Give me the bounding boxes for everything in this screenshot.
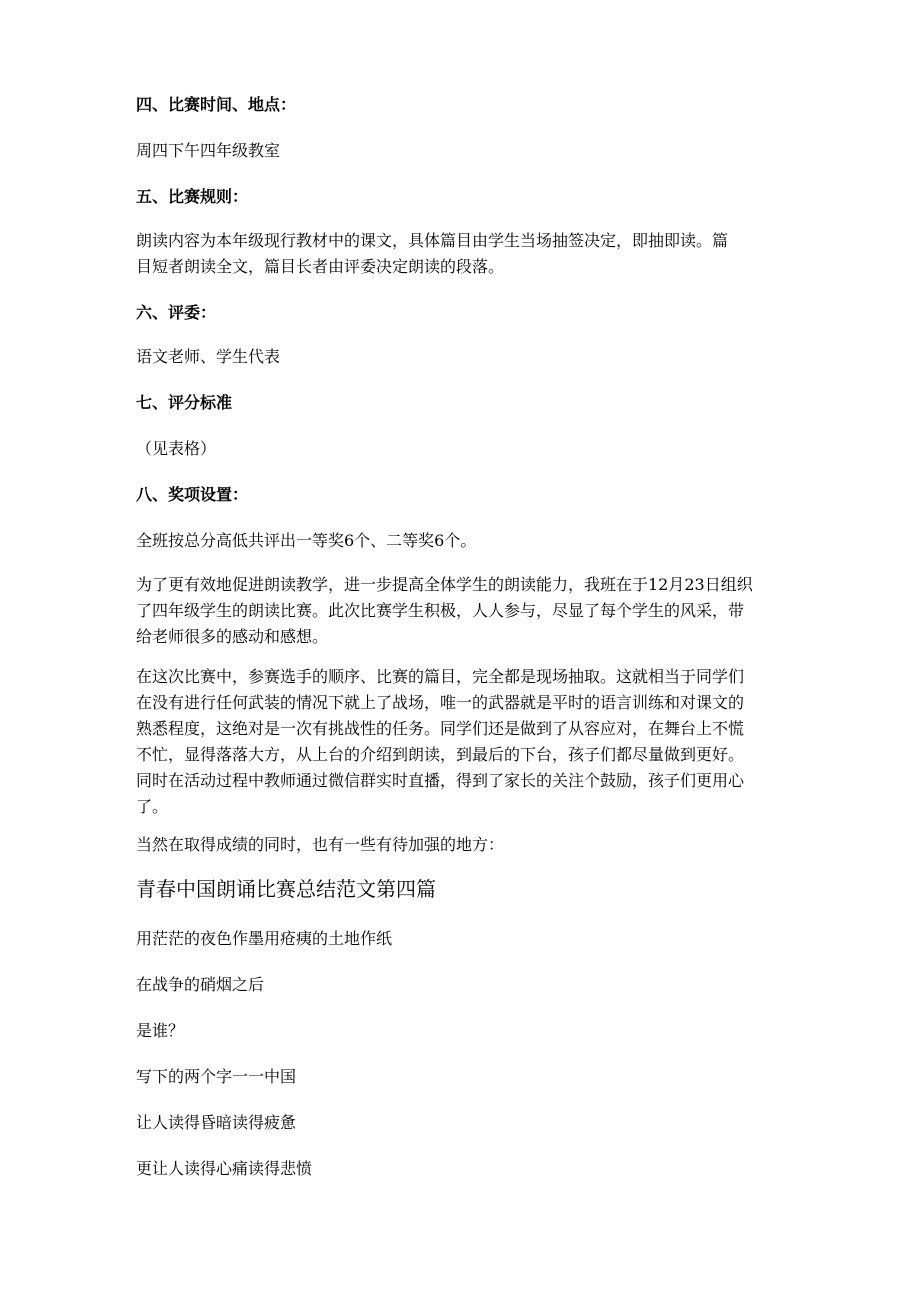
summary-2-line-4: 不忙，显得落落大方，从上台的介绍到朗读，到最后的下台，孩子们都尽量做到更好。 [136, 745, 745, 764]
summary-paragraph-2 [136, 664, 781, 820]
time-location-text: 周四下午四年级教室 [136, 141, 281, 160]
summary-1-line-3: 给老师很多的感动和感想。 [136, 627, 329, 646]
summary-2-line-2: 在没有进行任何武装的情况下就上了战场，唯一的武器就是平时的语言训练和对课文的 [136, 693, 745, 712]
awards-text: 全班按总分高低共评出一等奖6个、二等奖6个。 [136, 531, 477, 550]
rules-paragraph [136, 228, 781, 280]
poem-line: 让人读得昏暗读得疲惫 [136, 1113, 297, 1132]
poem-line: 写下的两个字一一中国 [136, 1067, 297, 1086]
poem-line: 是谁？ [136, 1021, 185, 1040]
section-title: 青春中国朗诵比赛总结范文第四篇 [136, 877, 436, 901]
summary-1-line-2: 了四年级学生的朗读比赛。此次比赛学生积极，人人参与，尽显了每个学生的风采，带 [136, 601, 745, 620]
rules-line-2: 目短者朗读全文，篇目长者由评委决定朗读的段落。 [136, 257, 505, 276]
summary-2-line-5: 同时在活动过程中教师通过微信群实时直播，得到了家长的关注个鼓励，孩子们更用心 [136, 771, 745, 790]
summary-2-line-3: 熟悉程度，这绝对是一次有挑战性的任务。同学们还是做到了从容应对，在舞台上不慌 [136, 719, 745, 738]
poem-line: 用茫茫的夜色作墨用疮痍的土地作纸 [136, 929, 393, 948]
heading-scoring: 七、评分标准 [136, 393, 233, 412]
summary-paragraph-3: 当然在取得成绩的同时，也有一些有待加强的地方： [136, 835, 505, 854]
heading-awards: 八、奖项设置： [136, 485, 249, 504]
heading-judges: 六、评委： [136, 303, 217, 322]
heading-rules: 五、比赛规则： [136, 187, 249, 206]
summary-1-line-1: 为了更有效地促进朗读教学，进一步提高全体学生的朗读能力，我班在于12月23日组织 [136, 575, 753, 594]
judges-text: 语文老师、学生代表 [136, 347, 281, 366]
heading-time-location: 四、比赛时间、地点： [136, 95, 297, 114]
poem-line: 在战争的硝烟之后 [136, 975, 265, 994]
summary-2-line-6: 了。 [136, 797, 169, 816]
scoring-text: （见表格） [136, 439, 217, 458]
summary-paragraph-1 [136, 572, 781, 650]
rules-line-1: 朗读内容为本年级现行教材中的课文，具体篇目由学生当场抽签决定，即抽即读。篇 [136, 231, 729, 250]
poem-line: 更让人读得心痛读得悲愤 [136, 1159, 313, 1178]
summary-2-line-1: 在这次比赛中，参赛选手的顺序、比赛的篇目，完全都是现场抽取。这就相当于同学们 [136, 667, 745, 686]
